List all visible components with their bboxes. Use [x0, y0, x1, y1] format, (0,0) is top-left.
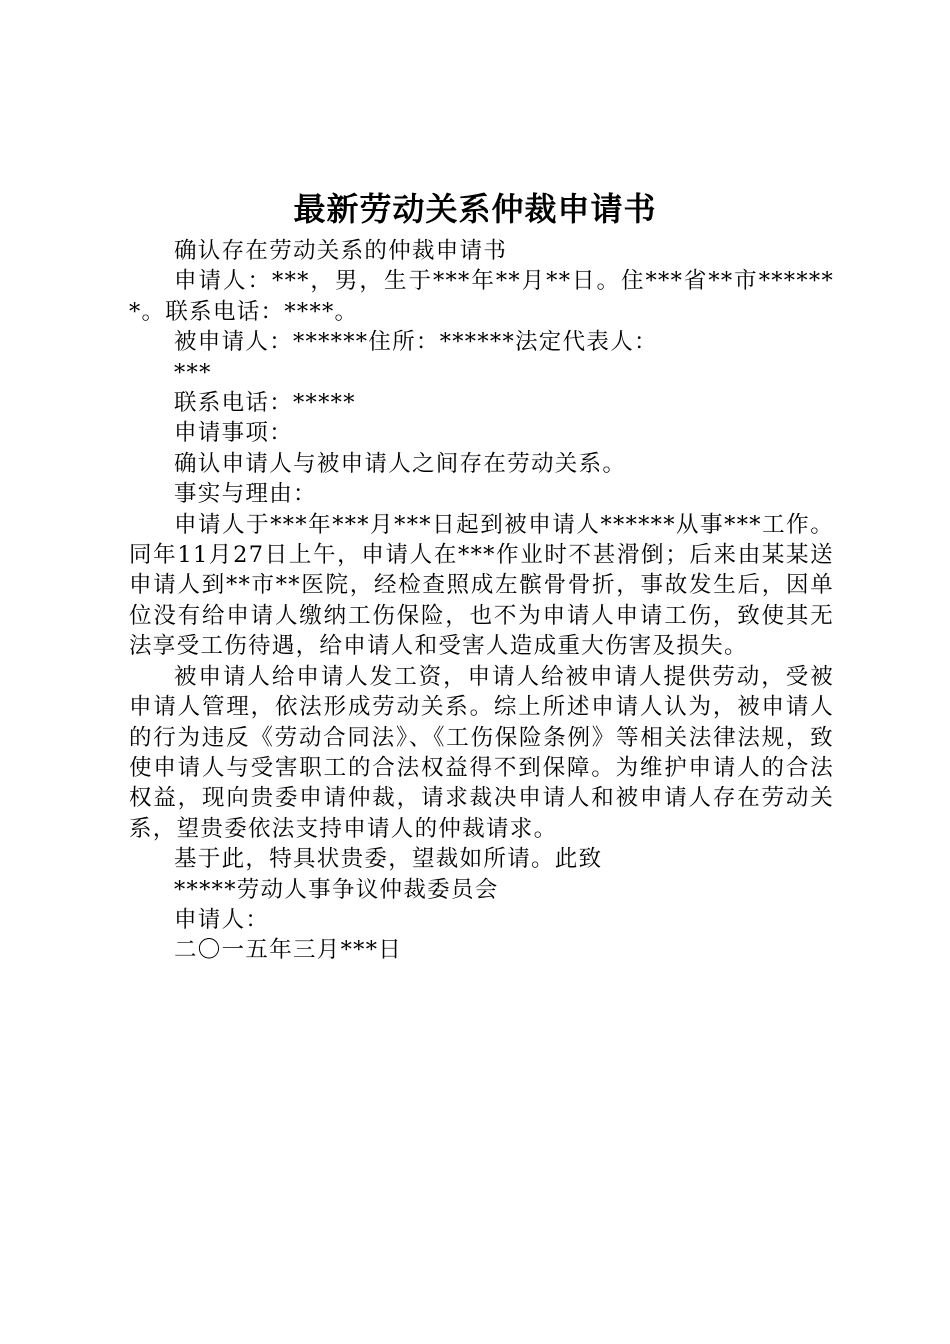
paragraph-facts: 申请人于***年***月***日起到被申请人******从事***工作。同年11月27日上午，申请人在***作业时不甚滑倒；后来由某某送申请人到**市**医院，经检查照成左髌骨骨折，事故发生后，因单位没有给申请人缴纳工伤保险，也不为申请人申请工伤，致使其无法享受工伤待遇，给申请人和受害人造成重大伤害及损失。 — [129, 511, 834, 660]
paragraph-addressee: *****劳动人事争议仲裁委员会 — [174, 876, 499, 903]
paragraph-subtitle: 确认存在劳动关系的仲裁申请书 — [174, 238, 508, 264]
paragraph-claim: 确认申请人与被申请人之间存在劳动关系。 — [174, 450, 627, 477]
paragraph-facts-heading: 事实与理由： — [174, 481, 317, 508]
paragraph-claims-heading: 申请事项： — [174, 420, 294, 447]
document-body — [129, 236, 834, 966]
paragraph-signature: 申请人： — [174, 906, 270, 933]
paragraph-closing: 基于此，特具状贵委，望裁如所请。此致 — [174, 846, 603, 873]
document-title: 最新劳动关系仲裁申请书 — [293, 190, 657, 228]
paragraph-reasons: 被申请人给申请人发工资，申请人给被申请人提供劳动，受被申请人管理，依法形成劳动关系。综上所述申请人认为，被申请人的行为违反《劳动合同法》、《工伤保险条例》等相关法律法规，致使申请人与受害职工的合法权益得不到保障。为维护申请人的合法权益，现向贵委申请仲裁，请求裁决申请人和被申请人存在劳动关系，望贵委依法支持申请人的仲裁请求。 — [129, 663, 834, 842]
paragraph-applicant: 申请人：***，男，生于***年**月**日。住***省**市*******。联系电话：****。 — [129, 268, 834, 325]
paragraph-respondent: 被申请人：******住所：******法定代表人： — [174, 329, 658, 356]
paragraph-legal-representative: *** — [174, 359, 212, 386]
paragraph-date: 二〇一五年三月***日 — [174, 937, 403, 964]
paragraph-respondent-phone: 联系电话：***** — [174, 390, 356, 417]
